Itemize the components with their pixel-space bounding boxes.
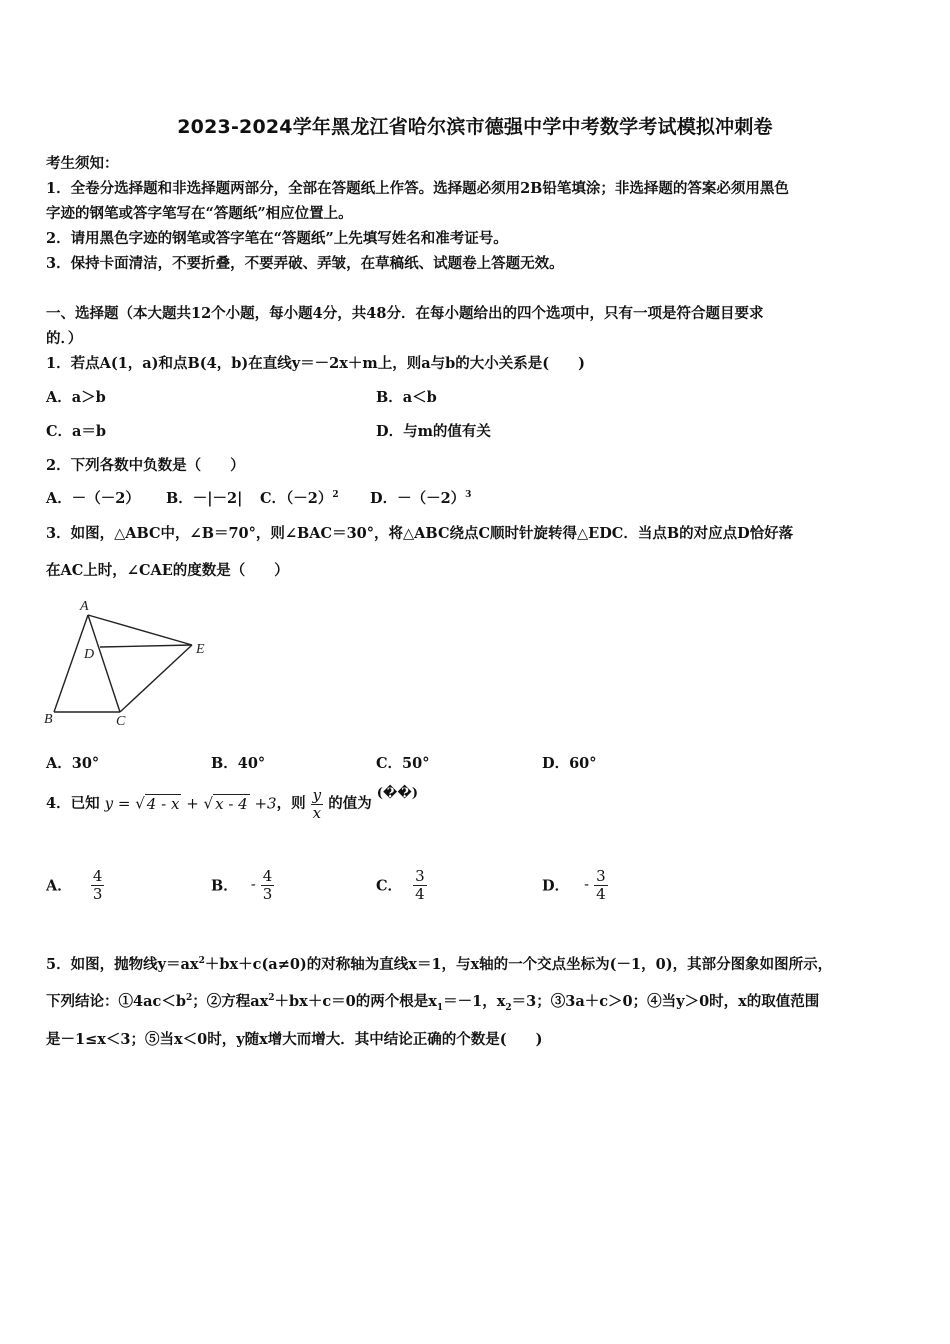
q1-option-b: B．a＜b (376, 389, 437, 406)
label-e: E (196, 642, 205, 657)
page-title: 2023-2024学年黑龙江省哈尔滨市德强中学中考数学考试模拟冲刺卷 (177, 116, 773, 138)
q4-formula: y = √ 4 - x + √ x - 4 +3 (104, 794, 277, 813)
q2-option-c: C．$(-2)^2$ (260, 490, 339, 507)
q4-option-c: C． $\frac{3}{4}$ (376, 867, 425, 903)
q5-stem-line2: 下列结论：$①4ac<b^2$；②方程$ax^2+bx+c=0$的两个根是$x_1=-1$，$x_2=3$；③3a＋c＞0；④当y＞0时，x的取值范围 (46, 993, 820, 1013)
q4-option-a: A． $\frac{4}{3}$ (46, 867, 103, 903)
q1-stem: 1．若点A(1，a)和点B(4，b)在直线y＝－2x＋m上，则a与b的大小关系是( ) (46, 355, 586, 372)
label-d: D (84, 647, 95, 662)
q3-stem: 3．如图，△ABC中，∠B＝70°，则∠BAC＝30°，将△ABC绕点C顺时针旋转得△EDC．当点B的对应点D恰好落 (46, 525, 794, 542)
label-b: B (44, 712, 53, 727)
segment-ab (54, 615, 88, 712)
segment-de (100, 645, 192, 647)
q1-option-a: A．a＞b (46, 389, 106, 406)
notice-item-3: 3．保持卡面清洁，不要折叠，不要弄破、弄皱，在草稿纸、试题卷上答题无效。 (46, 255, 564, 272)
segment-ce (120, 645, 192, 712)
segment-ae (88, 615, 192, 645)
q2-option-a: A．－（－2） (46, 490, 140, 507)
section-heading-cont: 的．） (46, 330, 83, 347)
section-heading: 一、选择题（本大题共12个小题，每小题4分，共48分．在每小题给出的四个选项中，只有一项是符合题目要求 (46, 305, 764, 322)
notice-item-1-cont: 字迹的钢笔或答字笔写在“答题纸”相应位置上。 (46, 205, 353, 222)
label-c: C (116, 714, 126, 729)
q3-stem-cont: 在AC上时，∠CAE的度数是（ ） (46, 562, 289, 579)
notice-item-2: 2．请用黑色字迹的钢笔或答字笔在“答题纸”上先填写姓名和准考证号。 (46, 230, 508, 247)
q4-option-d: D． - $\frac{3}{4}$ (542, 867, 606, 903)
segment-ac (88, 615, 120, 712)
notice-heading: 考生须知： (46, 155, 119, 172)
q4-fraction-y-over-x: $\frac{y}{x}$ (312, 786, 322, 822)
label-a: A (80, 599, 89, 614)
q3-option-d: D．60° (542, 755, 597, 772)
q1-option-c: C．a＝b (46, 423, 107, 440)
notice-item-1: 1．全卷分选择题和非选择题两部分，全部在答题纸上作答。选择题必须用2B铅笔填涂；非选择题的答案必须用黑色 (46, 180, 789, 197)
q5-stem-line3: 是－1≤x＜3；⑤当x＜0时，y随x增大而增大．其中结论正确的个数是( ) (46, 1031, 543, 1048)
q3-option-b: B．40° (211, 755, 266, 772)
q2-option-b: B．－|－2| (166, 490, 243, 507)
q3-triangle-figure (40, 595, 220, 730)
q5-stem-line1: 5．如图，抛物线$y=ax^2+bx+c(a\ne 0)$的对称轴为直线x＝1，与x轴的一个交点坐标为(－1，0)，其部分图象如图所示， (46, 956, 833, 973)
q1-option-d: D．与m的值有关 (376, 423, 491, 440)
q4-option-b: B． - $\frac{4}{3}$ (211, 867, 273, 903)
q3-option-a: A．30° (46, 755, 100, 772)
q4-stem: 4．已知 y = √ 4 - x + √ x - 4 +3，则 $\frac{y}{x}$ 的值为 (��) (46, 786, 419, 822)
q2-option-d: D．$-(-2)^3$ (370, 490, 472, 507)
q3-option-c: C．50° (376, 755, 430, 772)
q2-stem: 2．下列各数中负数是（ ） (46, 457, 245, 474)
